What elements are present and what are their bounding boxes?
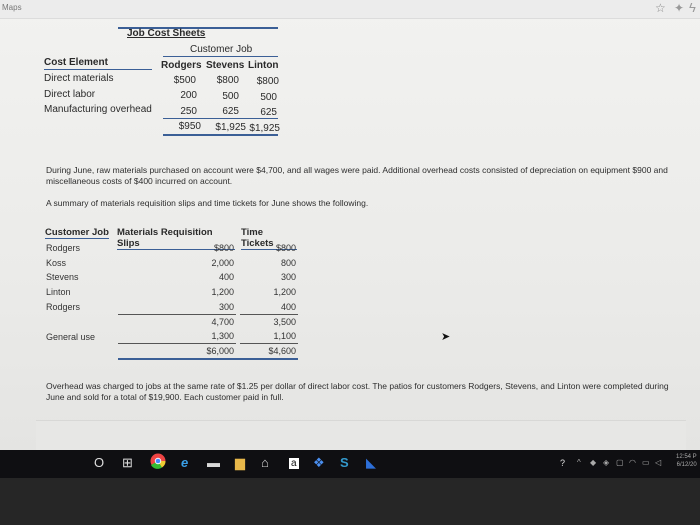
app-icon[interactable]: ◣ [366, 455, 376, 470]
cell: $500 [173, 75, 196, 86]
paragraph-overhead: Overhead was charged to jobs at the same rate of $1.25 per dollar of direct labor cost. The patios for customers Rodgers, Stevens, and Linton were completed during June and sold for a total of $19,900. Each customer paid in full. [46, 381, 669, 402]
summary-bottom-rule [118, 358, 298, 360]
system-clock[interactable] [676, 453, 697, 469]
cell: $800 [216, 75, 239, 86]
cell: $800 [256, 76, 279, 87]
cost-element-header: Cost Element [44, 57, 152, 70]
maps-tab[interactable]: Maps [2, 3, 22, 12]
paragraph-june-costs: During June, raw materials purchased on account were $4,700, and all wages were paid. Additional overhead costs consisted of depreciation on equipment $900 and miscellaneous costs of $400 incurred on account. [46, 165, 668, 186]
subtotal-rule [163, 118, 278, 119]
col-linton: Linton [248, 60, 279, 71]
page-footer-area [36, 420, 686, 451]
skype-icon[interactable]: S [340, 455, 349, 470]
tablet-icon[interactable]: ▬ [207, 455, 220, 470]
cell: 250 [180, 106, 197, 117]
cell: 500 [260, 92, 277, 103]
file-explorer-icon[interactable]: ▆ [235, 455, 245, 470]
help-icon[interactable]: ? [560, 458, 566, 468]
summary-total-rule [240, 343, 298, 344]
cell: 200 [180, 90, 197, 101]
summary-materials: 2,000 [211, 258, 234, 268]
total-linton: $1,925 [249, 123, 280, 134]
clock-date: 6/12/20 [676, 462, 697, 468]
edge-browser-icon[interactable]: e [181, 455, 189, 470]
summary-time: 800 [280, 258, 296, 268]
summary-materials-subtotal: 4,700 [211, 317, 234, 327]
cell: 625 [222, 106, 239, 117]
summary-header-job: Customer Job [45, 227, 109, 238]
summary-subtotal-rule [118, 314, 236, 315]
summary-materials-total: $6,000 [206, 346, 234, 356]
display-tray-icon[interactable]: ▢ [616, 458, 624, 467]
row-label-direct-labor: Direct labor [44, 89, 96, 100]
col-rodgers: Rodgers [161, 60, 202, 71]
summary-time: 400 [280, 302, 296, 312]
windows-taskbar [0, 450, 700, 478]
summary-job: Linton [46, 287, 71, 297]
summary-total-rule [118, 343, 236, 344]
browser-top-bar [0, 0, 700, 19]
summary-job: Rodgers [46, 302, 81, 312]
mouse-cursor-icon: ➤ [441, 331, 451, 343]
summary-job-general-use: General use [46, 332, 96, 342]
summary-time: $800 [275, 243, 296, 253]
total-stevens: $1,925 [215, 122, 246, 133]
summary-job: Stevens [46, 272, 79, 282]
network-tray-icon[interactable]: ◆ [590, 458, 597, 467]
paragraph-summary-intro: A summary of materials requisition slips and time tickets for June shows the following. [46, 198, 369, 208]
summary-time: 1,200 [273, 287, 296, 297]
summary-time-subtotal: 3,500 [273, 317, 296, 327]
start-button[interactable]: O [94, 455, 105, 470]
summary-materials: 1,200 [211, 287, 234, 297]
summary-time-total: $4,600 [268, 346, 296, 356]
summary-materials: 400 [218, 272, 234, 282]
extension-icon[interactable]: ✦ [674, 1, 685, 15]
summary-header-materials: Materials Requisition Slips [117, 227, 235, 250]
battery-tray-icon[interactable]: ▭ [642, 458, 650, 467]
summary-time: 1,100 [273, 331, 296, 341]
row-label-manufacturing-overhead: Manufacturing overhead [44, 104, 152, 115]
tray-chevron-icon[interactable]: ^ [577, 458, 581, 467]
amazon-app-icon[interactable]: a [291, 458, 297, 469]
wifi-tray-icon[interactable]: ◠ [629, 458, 636, 467]
job-cost-title: Job Cost Sheets [127, 28, 206, 39]
bookmark-star-icon[interactable]: ☆ [655, 1, 666, 15]
customer-job-header: Customer Job [190, 44, 253, 55]
chrome-icon[interactable] [150, 453, 166, 472]
summary-materials: 1,300 [211, 331, 234, 341]
summary-materials: 300 [218, 302, 234, 312]
dropbox-tray-icon[interactable]: ◈ [603, 458, 610, 467]
total-double-rule [163, 134, 278, 136]
summary-time: 300 [280, 272, 296, 282]
col-stevens: Stevens [206, 60, 245, 71]
cell: 500 [222, 91, 239, 102]
summary-job: Rodgers [46, 243, 81, 253]
header-rule [163, 56, 278, 57]
task-view-button[interactable]: ⊞ [122, 455, 133, 470]
summary-header-time: Time Tickets [241, 227, 297, 250]
row-label-direct-materials: Direct materials [44, 73, 114, 84]
total-rodgers: $950 [178, 121, 201, 132]
volume-tray-icon[interactable]: ◁ [655, 458, 662, 467]
extension-lightning-icon[interactable]: ϟ [689, 0, 696, 15]
monitor-bezel [0, 478, 700, 525]
store-icon[interactable]: ⌂ [261, 455, 269, 470]
dropbox-icon[interactable]: ❖ [313, 455, 325, 470]
summary-subtotal-rule [240, 314, 298, 315]
cell: 625 [260, 107, 277, 118]
summary-materials: $800 [213, 243, 234, 253]
summary-job: Koss [46, 258, 67, 268]
clock-time: 12:54 P [676, 454, 697, 460]
